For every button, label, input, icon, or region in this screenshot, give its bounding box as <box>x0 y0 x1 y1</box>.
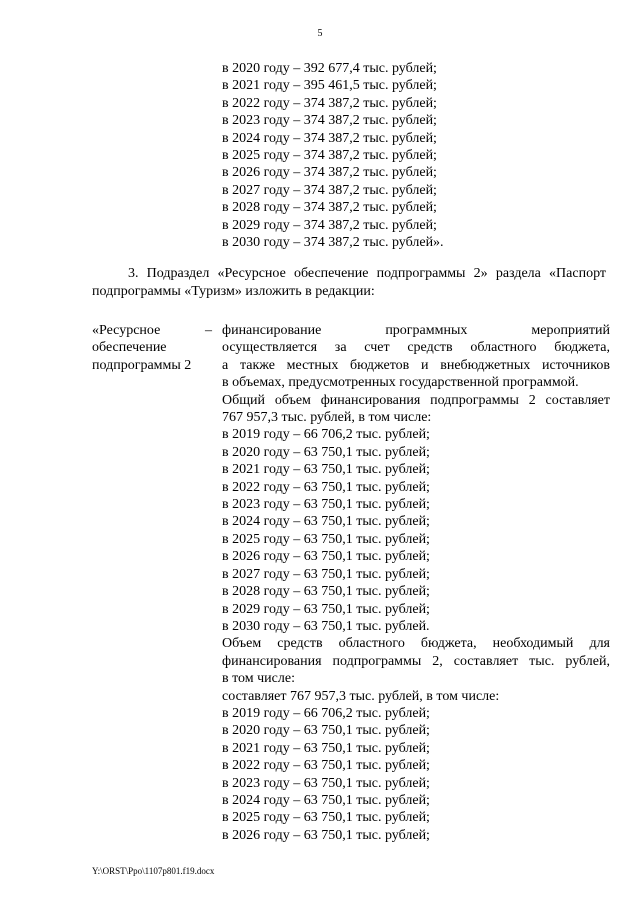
list-item: в 2026 году – 63 750,1 тыс. рублей; <box>222 827 430 843</box>
list-item: в 2019 году – 66 706,2 тыс. рублей; <box>222 427 430 443</box>
list-item: в 2023 году – 374 387,2 тыс. рублей; <box>222 113 437 129</box>
list-item: в 2020 году – 392 677,4 тыс. рублей; <box>222 61 437 76</box>
list-item: в 2020 году – 63 750,1 тыс. рублей; <box>222 723 430 739</box>
regional-budget-line: в том числе: <box>222 671 295 687</box>
section-3-line-2: подпрограммы «Туризм» изложить в редакции: <box>92 283 375 299</box>
list-item: в 2027 году – 374 387,2 тыс. рублей; <box>222 182 437 198</box>
intro-line: в объемах, предусмотренных государственной программой. <box>222 375 579 391</box>
list-item: в 2025 году – 63 750,1 тыс. рублей; <box>222 531 430 547</box>
list-item: в 2024 году – 374 387,2 тыс. рублей; <box>222 130 437 146</box>
total-volume-line: Общий объем финансирования подпрограммы 2 составляет <box>222 392 610 408</box>
list-item: в 2026 году – 63 750,1 тыс. рублей; <box>222 549 430 565</box>
list-item: в 2028 году – 63 750,1 тыс. рублей; <box>222 584 430 600</box>
intro-line: осуществляется за счет средств областного бюджета, <box>222 340 610 356</box>
intro-line: финансирование программных мероприятий <box>222 323 610 338</box>
dash-separator: – <box>205 323 212 338</box>
list-item: в 2021 году – 63 750,1 тыс. рублей; <box>222 740 430 756</box>
list-item: в 2029 году – 374 387,2 тыс. рублей; <box>222 217 437 233</box>
list-item: в 2027 году – 63 750,1 тыс. рублей; <box>222 566 430 582</box>
list-item: в 2021 году – 63 750,1 тыс. рублей; <box>222 462 430 478</box>
section-3-paragraph <box>92 265 606 300</box>
list-item: в 2030 году – 63 750,1 тыс. рублей. <box>222 618 430 634</box>
regional-budget-line: финансирования подпрограммы 2, составляет тыс. рублей, <box>222 653 610 669</box>
list-item: в 2030 году – 374 387,2 тыс. рублей». <box>222 235 444 251</box>
list-item: в 2019 году – 66 706,2 тыс. рублей; <box>222 705 430 721</box>
list-item: в 2023 году – 63 750,1 тыс. рублей; <box>222 775 430 791</box>
passport-value-column <box>222 322 610 844</box>
section-3-line-1: 3. Подраздел «Ресурсное обеспечение подпрограммы 2» раздела «Паспорт <box>128 266 606 281</box>
page-number: 5 <box>317 28 323 39</box>
list-item: в 2025 году – 63 750,1 тыс. рублей; <box>222 810 430 826</box>
list-item: в 2029 году – 63 750,1 тыс. рублей; <box>222 601 430 617</box>
total-volume-line: 767 957,3 тыс. рублей, в том числе: <box>222 410 432 426</box>
passport-label-line: «Ресурсное <box>92 323 161 338</box>
passport-label-column <box>92 322 212 374</box>
intro-line: а также местных бюджетов и внебюджетных источников <box>222 357 610 373</box>
list-item: в 2024 году – 63 750,1 тыс. рублей; <box>222 514 430 530</box>
passport-label-line: обеспечение <box>92 340 167 356</box>
passport-label-first-row <box>92 322 212 339</box>
document-file-path: Y:\ORST\Ppo\1107p801.f19.docx <box>92 866 215 876</box>
passport-label-line: подпрограммы 2 <box>92 357 192 373</box>
funding-years-list <box>222 60 444 251</box>
list-item: в 2025 году – 374 387,2 тыс. рублей; <box>222 148 437 164</box>
list-item: в 2026 году – 374 387,2 тыс. рублей; <box>222 165 437 181</box>
regional-budget-line: составляет 767 957,3 тыс. рублей, в том числе: <box>222 688 500 704</box>
list-item: в 2020 году – 63 750,1 тыс. рублей; <box>222 444 430 460</box>
regional-budget-line: Объем средств областного бюджета, необходимый для <box>222 636 610 652</box>
list-item: в 2028 году – 374 387,2 тыс. рублей; <box>222 200 437 216</box>
list-item: в 2024 году – 63 750,1 тыс. рублей; <box>222 792 430 808</box>
list-item: в 2022 году – 374 387,2 тыс. рублей; <box>222 95 437 111</box>
list-item: в 2022 году – 63 750,1 тыс. рублей; <box>222 758 430 774</box>
list-item: в 2023 году – 63 750,1 тыс. рублей; <box>222 497 430 513</box>
list-item: в 2022 году – 63 750,1 тыс. рублей; <box>222 479 430 495</box>
list-item: в 2021 году – 395 461,5 тыс. рублей; <box>222 78 437 94</box>
